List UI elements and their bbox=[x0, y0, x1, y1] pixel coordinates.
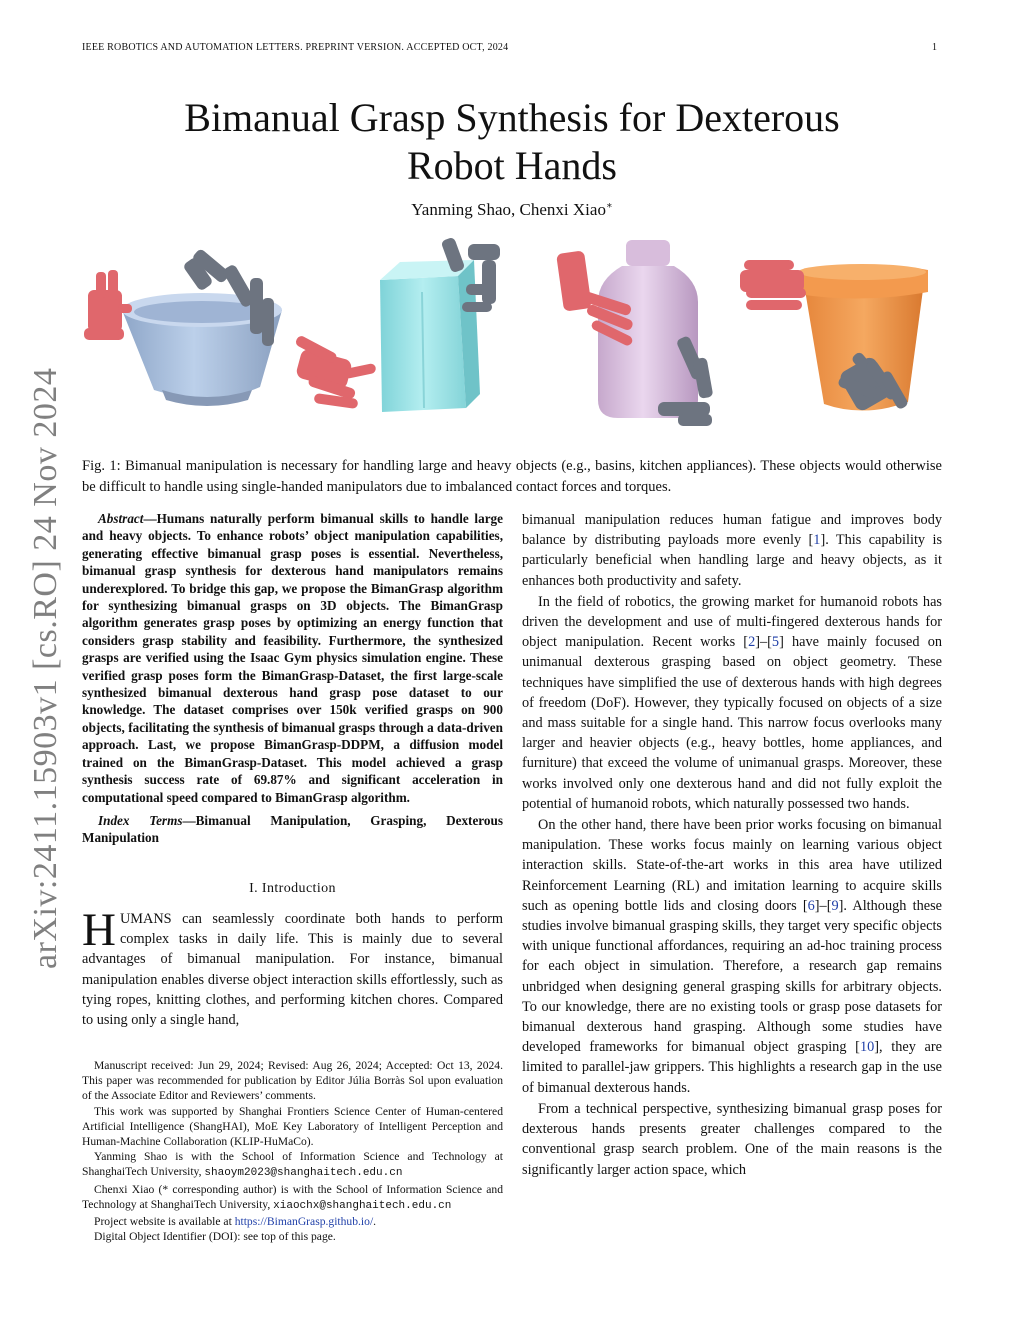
footnote-doi: Digital Object Identifier (DOI): see top of this page. bbox=[94, 1230, 336, 1244]
title-line-1: Bimanual Grasp Synthesis for Dexterous bbox=[184, 95, 840, 140]
author-1-email[interactable]: shaoym2023@shanghaitech.edu.cn bbox=[204, 1167, 403, 1180]
intro-first-paragraph bbox=[82, 903, 503, 1030]
citation-1[interactable]: 1 bbox=[813, 532, 821, 549]
index-terms-text: —Bimanual Manipulation, Grasping, Dexterous Manipulation bbox=[82, 812, 503, 846]
citation-2[interactable]: 2 bbox=[748, 634, 756, 651]
footnotes bbox=[82, 1058, 503, 1244]
citation-6[interactable]: 6 bbox=[807, 897, 815, 914]
section-heading-introduction: I. Introduction bbox=[249, 880, 336, 896]
abstract-text: —Humans naturally perform bimanual skills to handle large and heavy objects. To enhance robots’ object manipulation capabilities, generating effective bimanual grasp poses is essential. Nevertheless, bimanual grasp synthesis for dexterous hand manipulators remains underexplored. To bridge this gap, we propose the BimanGrasp algorithm for synthesizing bimanual grasps on 3D objects. The BimanGrasp algorithm generates grasp poses by optimizing an energy function that considers grasp stability and feasibility. Furthermore, the synthesized grasps are verified using the Isaac Gym physics simulation engine. These verified grasp poses form the BimanGrasp-Dataset, the first large-scale synthesized bimanual dexterous hand grasp pose dataset to our knowledge. The dataset comprises over 150k verified grasps on 900 objects, facilitating the synthesis of bimanual grasps through a data-driven approach. Last, we propose BimanGrasp-DDPM, a diffusion model trained on the BimanGrasp-Dataset. This model achieved a grasp synthesis success rate of 69.87% and significant acceleration in computational speed compared to BimanGrasp algorithm. bbox=[82, 511, 503, 805]
footnote-website: Project website is available at https://BimanGrasp.github.io/. bbox=[94, 1215, 377, 1229]
citation-5[interactable]: 5 bbox=[771, 634, 780, 651]
abstract-label: Abstract bbox=[98, 511, 144, 526]
author-names: Yanming Shao, Chenxi Xiao bbox=[411, 200, 606, 219]
index-terms bbox=[82, 812, 503, 847]
red-hand-box bbox=[294, 334, 376, 409]
paragraph-2: In the field of robotics, the growing market for humanoid robots has driven the development and use of multi-fingered dexterous hands for object manipulation. Recent works [2]–[5] have mainly focused on unimanual dexterous grasping based on object geometry. These techniques have simplified the use of dexterous hands with high degrees of freedom (DoF). However, they typically focused on objects of a size and mass suitable for a single hand. This narrow focus overlooks many larger and heavier objects (e.g., heavy bottles, home appliances, and furniture) that exceed the volume of unimanual grasps. Moreover, these works involved only one dexterous hand and did not fully exploit the potential of humanoid robots, which naturally possessed two hands. bbox=[522, 593, 942, 812]
project-website-link[interactable]: https://BimanGrasp.github.io/ bbox=[234, 1215, 374, 1229]
footnote-author-2: Chenxi Xiao (* corresponding author) is with the School of Information Science and Technology at ShanghaiTech University, xiaochx@shanghaitech.edu.cn bbox=[82, 1182, 503, 1212]
red-hand-pot bbox=[740, 260, 806, 310]
authors bbox=[82, 200, 942, 220]
footnote-author-1: Yanming Shao is with the School of Information Science and Technology at ShanghaiTech University, shaoym2023@shanghaitech.edu.cn bbox=[82, 1150, 503, 1180]
author-2-email[interactable]: xiaochx@shanghaitech.edu.cn bbox=[273, 1199, 452, 1212]
figure-1-caption: Fig. 1: Bimanual manipulation is necessary for handling large and heavy objects (e.g., basins, kitchen appliances). These objects would otherwise be difficult to handle using single-handed manipulators due to imbalanced contact forces and torques. bbox=[82, 458, 942, 495]
box-object bbox=[380, 260, 480, 412]
paragraph-1: bimanual manipulation reduces human fatigue and improves body balance by distributing payloads more evenly [1]. This capability is particularly beneficial when handling large and heavy objects, as it enhances both productivity and safety. bbox=[522, 512, 943, 589]
title-line-2: Robot Hands bbox=[407, 143, 617, 188]
corresponding-mark: ∗ bbox=[605, 200, 613, 212]
citation-9[interactable]: 9 bbox=[831, 897, 839, 914]
right-column bbox=[522, 510, 942, 1180]
abstract bbox=[82, 510, 503, 806]
red-hand-basin bbox=[84, 270, 132, 340]
arxiv-identifier: arXiv:2411.15903v1 [cs.RO] 24 Nov 2024 bbox=[27, 367, 64, 969]
paper-title bbox=[82, 94, 942, 190]
page-number: 1 bbox=[932, 42, 937, 53]
paragraph-4: From a technical perspective, synthesizing bimanual grasp poses for dexterous hands presents greater challenges compared to the conventional grasp search problem. One of the main reasons is the significantly larger action space, which bbox=[522, 1100, 942, 1178]
index-terms-label: Index Terms bbox=[98, 812, 183, 828]
left-column bbox=[82, 510, 503, 1030]
footnote-manuscript: Manuscript received: Jun 29, 2024; Revised: Aug 26, 2024; Accepted: Oct 13, 2024. This paper was recommended for publication by Editor Júlia Borràs Sol upon evaluation of the Associate Editor and Reviewers’ comments. bbox=[82, 1059, 503, 1103]
figure-1-illustration bbox=[82, 232, 942, 450]
footnote-funding: This work was supported by Shanghai Frontiers Science Center of Human-centered Artificial Intelligence (ShangHAI), MoE Key Laboratory of Intelligent Perception and Human-Machine Collaboration (KLIP-HuMaCo). bbox=[82, 1104, 503, 1149]
intro-first-paragraph-text: UMANS can seamlessly coordinate both hands to perform complex tasks in daily life. This is mainly due to several advantages of bimanual manipulation. For instance, bimanual manipulation enables diverse object interaction skills effortlessly, such as tying ropes, knitting clothes, and performing kitchen chores. Compared to using only a single hand, bbox=[82, 910, 503, 1028]
paragraph-3: On the other hand, there have been prior works focusing on bimanual manipulation. These works focus mainly on learning various object interaction skills. State-of-the-art works in this area have utilized Reinforcement Learning (RL) and imitation learning to acquire skills such as opening bottle lids and closing doors [6]–[9]. Although these studies involve bimanual grasping skills, they target very specific objects with unique functional affordances, requiring an ad-hoc training process for each object in simulation. Therefore, a research gap remains unbridged when designing general grasping skills for arbitrary objects. To our knowledge, there are no existing tools or grasp pose datasets for bimanual dexterous hand grasping. Although some studies have developed frameworks for bimanual object grasping [10], they are limited to parallel-jaw grippers. This highlights a research gap in the use of bimanual dexterous hands. bbox=[522, 817, 942, 1096]
drop-cap: H bbox=[82, 903, 116, 956]
running-header: IEEE ROBOTICS AND AUTOMATION LETTERS. PREPRINT VERSION. ACCEPTED OCT, 2024 bbox=[82, 42, 509, 53]
citation-10[interactable]: 10 bbox=[859, 1039, 875, 1056]
